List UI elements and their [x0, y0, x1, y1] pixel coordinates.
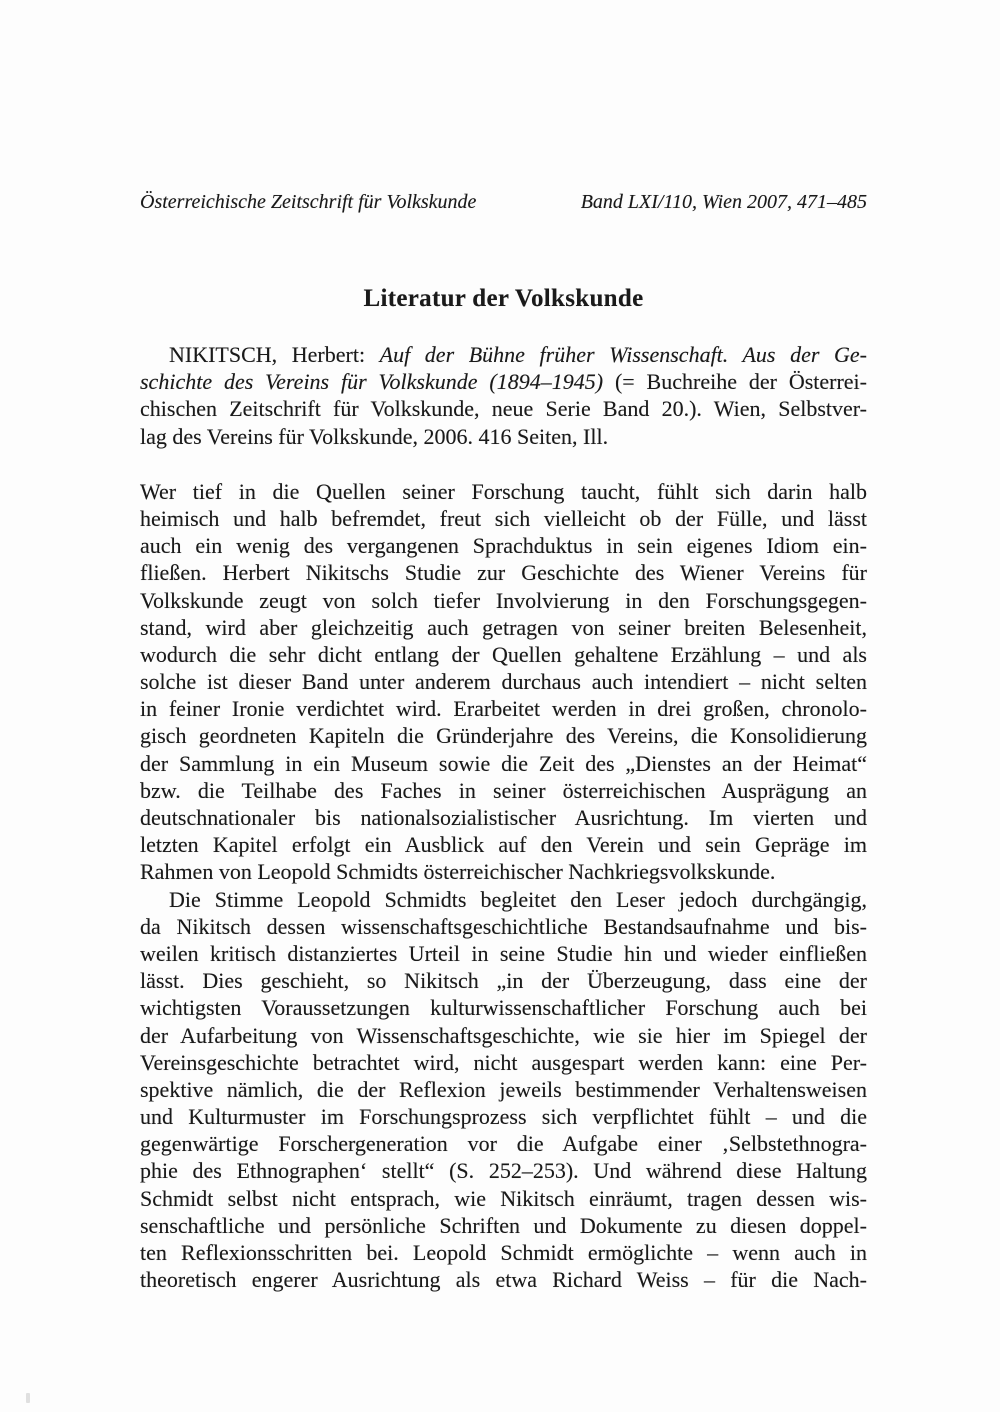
article-title: Literatur der Volkskunde: [363, 284, 644, 312]
text-line: senschaftliche und persönliche Schriften und Dokumente zu diesen doppel-: [140, 1212, 867, 1238]
page-header: [140, 190, 867, 214]
review-paragraph-2: [140, 886, 867, 1294]
text-segment: (= Buchreihe der Österrei-: [603, 369, 867, 395]
text-line: weilen kritisch distanziertes Urteil in seine Studie hin und wieder einfließen: [140, 940, 867, 966]
issue-info: Band LXI/110, Wien 2007, 471–485: [580, 191, 867, 213]
text-line: ten Reflexionsschritten bei. Leopold Schmidt ermöglichte – wenn auch in: [140, 1240, 867, 1265]
text-line: gegenwärtige Forschergeneration vor die Aufgabe einer ‚Selbstethnogra-: [140, 1131, 867, 1157]
text-line: wodurch die sehr dicht entlang der Quellen gehaltene Erzählung – und als: [140, 641, 867, 667]
text-segment: lag des Vereins für Volkskunde, 2006. 416 Seiten, Ill.: [140, 423, 609, 449]
article-body: [140, 341, 867, 1293]
text-line: in feiner Ironie verdichtet wird. Erarbeitet werden in drei großen, chronolo-: [140, 696, 867, 722]
text-line: gisch geordneten Kapiteln die Gründerjahre des Vereins, die Konsolidierung: [140, 723, 867, 749]
italic-text-segment: Auf der Bühne früher Wissenschaft. Aus der Ge-: [379, 342, 867, 367]
scan-artifact-speck: [26, 1393, 30, 1403]
text-line: solche ist dieser Band unter anderem durchaus auch intendiert – nicht selten: [140, 669, 867, 695]
text-line: Rahmen von Leopold Schmidts österreichischer Nachkriegsvolkskunde.: [140, 859, 776, 885]
text-line: bzw. die Teilhabe des Faches in seiner österreichischen Ausprägung an: [140, 777, 867, 803]
italic-text-segment: schichte des Vereins für Volkskunde (1894–1945): [140, 369, 604, 395]
text-segment: NIKITSCH, Herbert:: [169, 342, 380, 367]
text-line: Volkskunde zeugt von solch tiefer Involvierung in den Forschungsgegen-: [140, 587, 867, 613]
text-line: Vereinsgeschichte betrachtet wird, nicht ausgespart werden kann: eine Per-: [140, 1049, 867, 1075]
text-line: Schmidt selbst nicht entsprach, wie Nikitsch einräumt, tragen dessen wis-: [140, 1185, 867, 1211]
text-line: spektive nämlich, die der Reflexion jeweils bestimmender Verhaltensweisen: [140, 1076, 867, 1102]
text-line: lässt. Dies geschieht, so Nikitsch „in der Überzeugung, dass eine der: [140, 968, 867, 994]
text-segment: chischen Zeitschrift für Volkskunde, neue Serie Band 20.). Wien, Selbstver-: [140, 396, 867, 422]
text-line: [140, 368, 867, 395]
bibliography-entry: [140, 341, 867, 450]
text-line: Die Stimme Leopold Schmidts begleitet den Leser jedoch durchgängig,: [169, 886, 867, 912]
text-line: Wer tief in die Quellen seiner Forschung taucht, fühlt sich darin halb: [140, 478, 867, 504]
journal-title: Österreichische Zeitschrift für Volkskunde: [140, 191, 477, 213]
text-line: da Nikitsch dessen wissenschaftsgeschichtliche Bestandsaufnahme und bis-: [140, 913, 867, 939]
text-line: heimisch und halb befremdet, freut sich vielleicht ob der Fülle, und lässt: [140, 505, 867, 531]
text-line: [140, 341, 867, 368]
review-paragraph-1: [140, 478, 867, 886]
text-line: wichtigsten Voraussetzungen kulturwissenschaftlicher Forschung auch bei: [140, 995, 867, 1021]
text-line: [140, 395, 867, 422]
text-line: und Kulturmuster im Forschungsprozess sich verpflichtet fühlt – und die: [140, 1104, 867, 1130]
text-line: deutschnationaler bis nationalsozialistischer Ausrichtung. Im vierten und: [140, 805, 867, 830]
text-line: [140, 423, 867, 450]
text-line: der Sammlung in ein Museum sowie die Zeit des „Dienstes an der Heimat“: [140, 750, 867, 776]
text-line: auch ein wenig des vergangenen Sprachduktus in sein eigenes Idiom ein-: [140, 533, 867, 559]
text-line: phie des Ethnographen‘ stellt“ (S. 252–253). Und während diese Haltung: [140, 1158, 867, 1184]
text-line: fließen. Herbert Nikitschs Studie zur Geschichte des Wiener Vereins für: [140, 560, 867, 586]
text-line: theoretisch engerer Ausrichtung als etwa Richard Weiss – für die Nach-: [140, 1267, 867, 1293]
text-line: letzten Kapitel erfolgt ein Ausblick auf den Verein und sein Gepräge im: [140, 832, 867, 858]
text-line: der Aufarbeitung von Wissenschaftsgeschichte, wie sie hier im Spiegel der: [140, 1022, 867, 1048]
text-line: stand, wird aber gleichzeitig auch getragen von seiner breiten Belesenheit,: [140, 614, 867, 640]
